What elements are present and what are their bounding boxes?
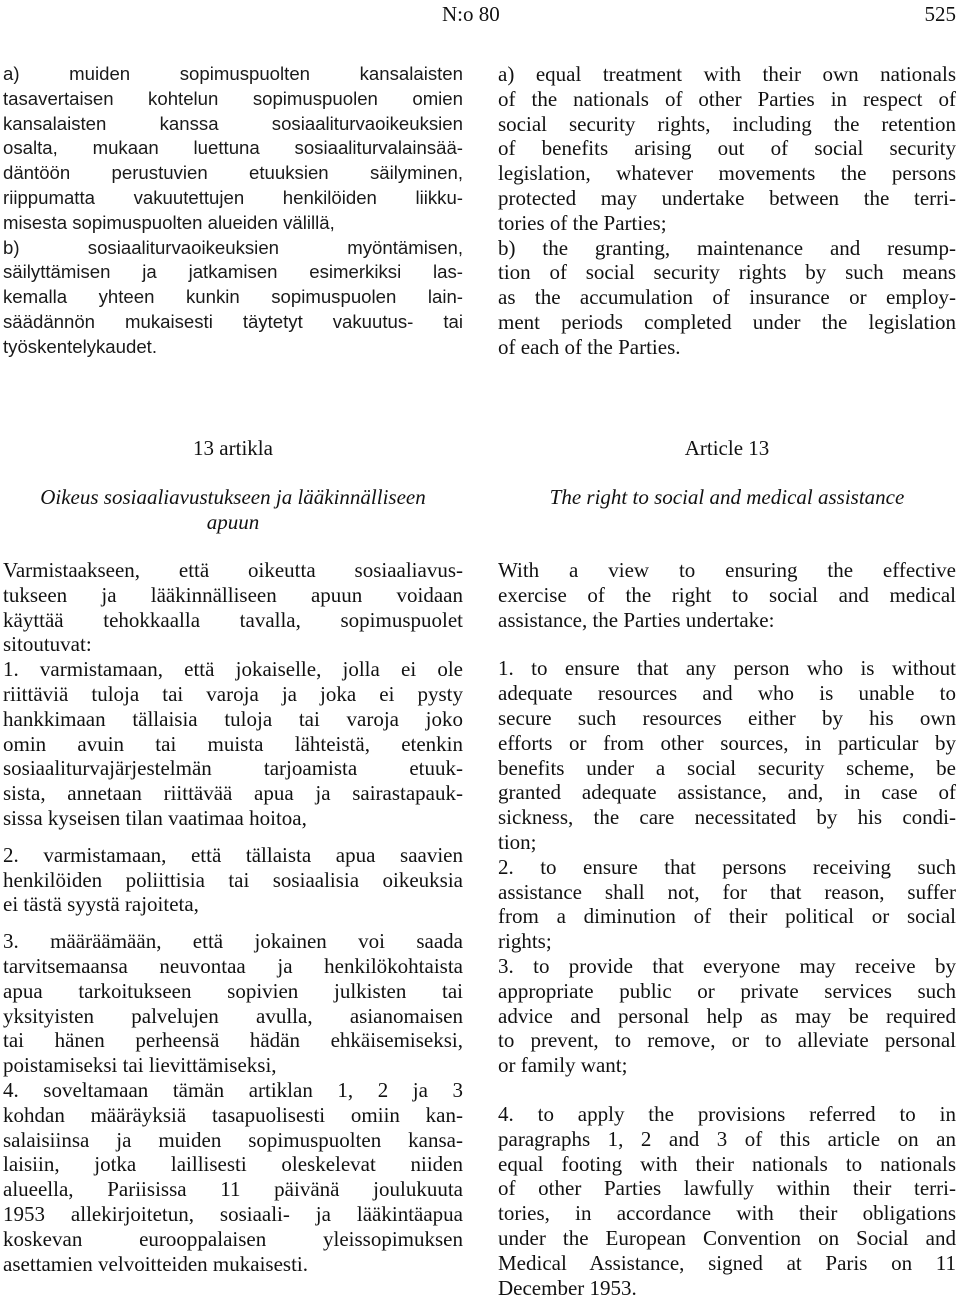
text-line: tukseen ja lääkinnälliseen apuun voidaan: [3, 582, 463, 607]
text-line: under the European Convention on Social and: [498, 1225, 956, 1250]
text-line: ei tästä syystä rajoiteta,: [3, 892, 199, 917]
fi-article-title: [3, 485, 463, 535]
en-article-title: [498, 485, 956, 510]
text-line: appropriate public or private services such: [498, 978, 956, 1003]
page-number: 525: [924, 2, 956, 26]
article-title-line: Oikeus sosiaaliavustukseen ja lääkinnälliseen: [40, 485, 426, 509]
article-title-line: apuun: [206, 509, 260, 534]
text-line: of the nationals of other Parties in respect of: [498, 86, 956, 111]
text-line: to prevent, to remove, or to alleviate personal: [498, 1028, 956, 1053]
text-line: paragraphs 1, 2 and 3 of this article on an: [498, 1126, 956, 1151]
text-line: säädännön mukaisesti täytetyt vakuutus- tai: [3, 310, 463, 332]
text-line: benefits under a social security scheme, be: [498, 755, 956, 780]
en-paragraph-3: [498, 954, 956, 1078]
paragraph-spacer: [498, 644, 956, 656]
text-line: a) muiden sopimuspuolten kansalaisten: [3, 63, 463, 84]
text-line: asettamien velvoitteiden mukaisesti.: [3, 1251, 309, 1276]
text-line: yksityisten palvelujen avulla, asianomaisen: [3, 1003, 463, 1028]
text-line: Varmistaakseen, että oikeutta sosiaaliavus-: [3, 558, 463, 582]
text-line: riittäviä tuloja tai varoja ja joka ei pysty: [3, 681, 463, 706]
en-article-heading: [498, 436, 956, 461]
text-line: misesta sopimuspuolten alueiden välillä,: [3, 211, 335, 233]
text-line: tai hänen perheensä hädän ehkäisemiseksi,: [3, 1028, 463, 1053]
text-line: from a diminution of their political or social: [498, 904, 956, 929]
text-line: riippumatta vakuutettujen henkilöiden liikku-: [3, 186, 463, 208]
en-paragraph-2: [498, 855, 956, 954]
text-line: käyttää tehokkaalla tavalla, sopimuspuolet: [3, 607, 463, 632]
text-line: koskevan eurooppalaisen yleissopimuksen: [3, 1226, 463, 1251]
fi-article-heading: [3, 436, 463, 461]
text-line: kemalla yhteen kunkin sopimuspuolen lain-: [3, 286, 463, 308]
text-line: ment periods completed under the legislation: [498, 309, 956, 334]
text-line: efforts or from other sources, in particular by: [498, 730, 956, 755]
fi-article-body: [3, 558, 463, 1276]
text-line: tion;: [498, 829, 537, 854]
text-line: 1. to ensure that any person who is without: [498, 656, 956, 681]
fi-paragraph-3: [3, 929, 463, 1078]
text-line: laisiin, jotka laillisesti oleskelevat niiden: [3, 1152, 463, 1177]
text-line: legislation, whatever movements the persons: [498, 161, 956, 186]
text-line: rights;: [498, 929, 552, 954]
text-line: 3. to provide that everyone may receive by: [498, 953, 956, 978]
text-line: social security rights, including the retention: [498, 111, 956, 136]
text-line: tion of social security rights by such means: [498, 260, 956, 285]
text-line: sosiaaliturvajärjestelmän tarjoamista etuuk-: [3, 756, 463, 781]
text-line: tories of the Parties;: [498, 210, 667, 235]
text-line: apua tarkoitukseen sopivien julkisten tai: [3, 978, 463, 1003]
text-line: 1. varmistamaan, että jokaiselle, jolla ei ole: [3, 657, 463, 682]
paragraph-spacer: [498, 632, 956, 644]
text-line: sissa kyseisen tilan vaatimaa hoitoa,: [3, 805, 307, 830]
article-number: 13 artikla: [193, 436, 273, 460]
text-line: of benefits arising out of social security: [498, 136, 956, 161]
text-line: poistamiseksi tai lievittämiseksi,: [3, 1053, 277, 1078]
text-line: assistance, the Parties undertake:: [498, 607, 775, 632]
text-line: 3. määräämään, että jokainen voi saada: [3, 929, 463, 954]
text-line: of other Parties lawfully within their terri-: [498, 1176, 956, 1201]
en-article-body: [498, 558, 956, 1300]
text-line: 2. to ensure that persons receiving such: [498, 854, 956, 879]
text-line: salaisiinsa ja muiden sopimuspuolten kansa-: [3, 1127, 463, 1152]
text-line: equal footing with their nationals to nationals: [498, 1151, 956, 1176]
text-line: December 1953.: [498, 1275, 637, 1300]
text-line: tarvitsemaansa neuvontaa ja henkilökohtaista: [3, 953, 463, 978]
text-line: secure such resources either by his own: [498, 705, 956, 730]
paragraph-spacer: [498, 1078, 956, 1090]
text-line: advice and personal help as may be required: [498, 1003, 956, 1028]
fi-article-intro: [3, 558, 463, 657]
text-line: granted adequate assistance, and, in case of: [498, 780, 956, 805]
en-intro-paragraph: [498, 62, 956, 360]
text-line: 4. to apply the provisions referred to in: [498, 1101, 956, 1126]
fi-paragraph-2: [3, 843, 463, 917]
text-line: With a view to ensuring the effective: [498, 558, 956, 582]
text-line: 2. varmistamaan, että tällaista apua saavien: [3, 842, 463, 867]
text-line: of each of the Parties.: [498, 334, 681, 359]
text-line: Medical Assistance, signed at Paris on 11: [498, 1250, 956, 1275]
text-line: adequate resources and who is unable to: [498, 681, 956, 706]
text-line: a) equal treatment with their own nationals: [498, 62, 956, 86]
text-line: sickness, the care necessitated by his condi-: [498, 805, 956, 830]
fi-intro-paragraph: [3, 62, 463, 360]
text-line: alueella, Pariisissa 11 päivänä joulukuuta: [3, 1177, 463, 1202]
text-line: henkilöiden poliittisia tai sosiaalisia oikeuksia: [3, 867, 463, 892]
text-line: b) sosiaaliturvaoikeuksien myöntämisen,: [3, 236, 463, 258]
text-line: osalta, mukaan luettuna sosiaaliturvalainsää-: [3, 137, 463, 159]
paragraph-spacer: [3, 831, 463, 843]
text-line: sista, annetaan riittävää apua ja sairastapauk-: [3, 781, 463, 806]
en-article-intro: [498, 558, 956, 632]
text-line: hankkimaan tällaisia tuloja tai varoja joko: [3, 706, 463, 731]
fi-paragraph-4: [3, 1078, 463, 1276]
fi-paragraph-1: [3, 657, 463, 831]
en-paragraph-4: [498, 1102, 956, 1300]
text-line: omin avuin tai muista lähteistä, etenkin: [3, 731, 463, 756]
article-title-line: The right to social and medical assistance: [549, 485, 905, 509]
text-line: työskentelykaudet.: [3, 335, 158, 357]
en-paragraph-1: [498, 656, 956, 854]
text-line: säilyttämisen ja jatkamisen esimerkiksi las-: [3, 261, 463, 283]
text-line: as the accumulation of insurance or employ-: [498, 285, 956, 310]
text-line: kohdan määräyksiä tasapuolisesti omiin kan-: [3, 1102, 463, 1127]
text-line: or family want;: [498, 1053, 628, 1078]
text-line: 4. soveltamaan tämän artiklan 1, 2 ja 3: [3, 1077, 463, 1102]
article-number: Article 13: [684, 436, 770, 460]
text-line: assistance shall not, for that reason, suffer: [498, 879, 956, 904]
text-line: protected may undertake between the terri-: [498, 185, 956, 210]
text-line: 1953 allekirjoitetun, sosiaali- ja lääkintäapua: [3, 1201, 463, 1226]
paragraph-spacer: [3, 917, 463, 929]
document-number: N:o 80: [442, 2, 500, 26]
text-line: tories, in accordance with their obligations: [498, 1201, 956, 1226]
page-header: [0, 2, 960, 32]
text-line: exercise of the right to social and medical: [498, 582, 956, 607]
text-line: b) the granting, maintenance and resump-: [498, 235, 956, 260]
paragraph-spacer: [498, 1090, 956, 1102]
text-line: tasavertaisen kohtelun sopimuspuolen omien: [3, 87, 463, 109]
text-line: däntöön perustuvien etuuksien säilyminen,: [3, 162, 463, 184]
text-line: kansalaisten kanssa sosiaaliturvaoikeuksien: [3, 112, 463, 134]
text-line: sitoutuvat:: [3, 632, 92, 657]
